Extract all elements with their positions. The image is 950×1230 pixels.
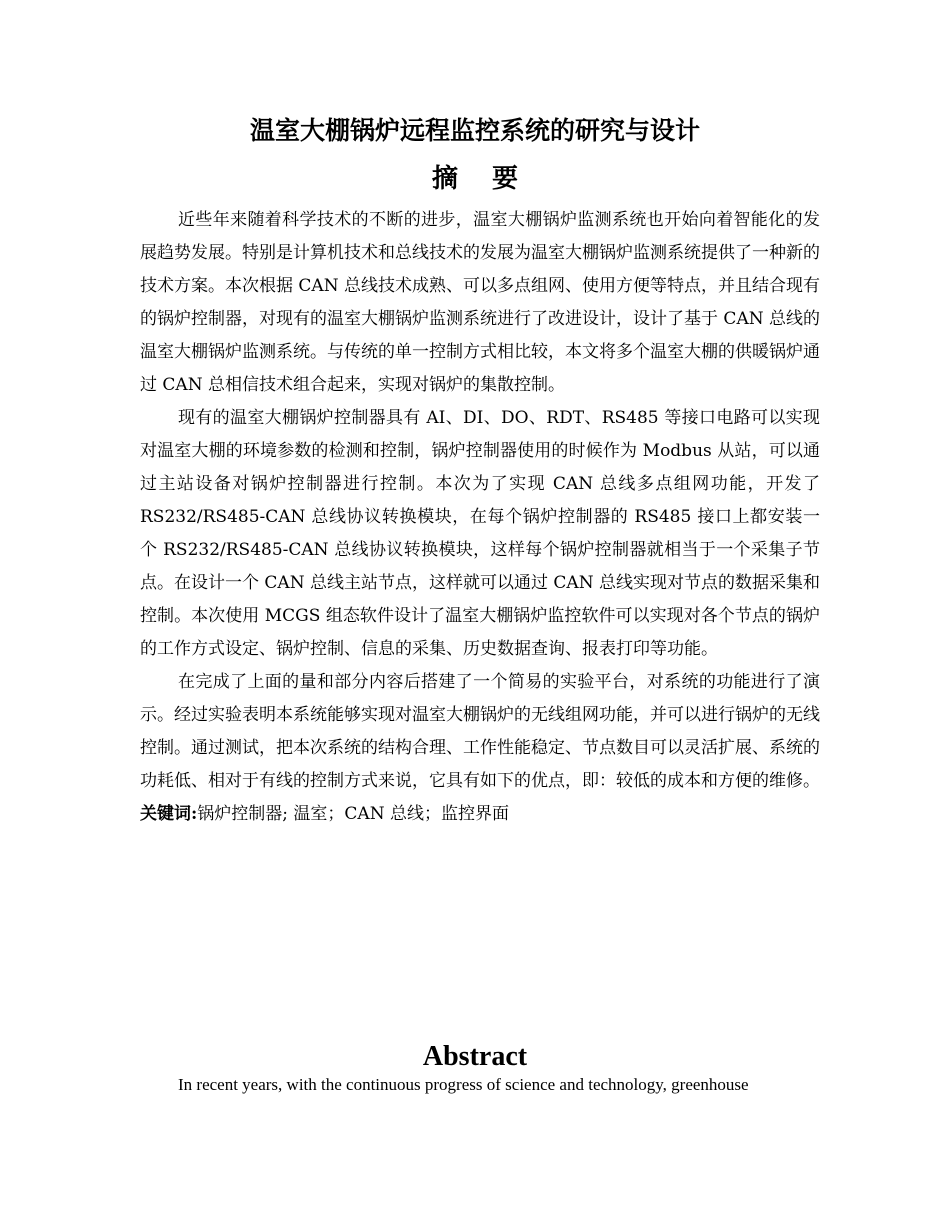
abstract-heading-en: Abstract: [422, 1041, 528, 1072]
keywords-value: 锅炉控制器; 温室；CAN 总线；监控界面: [197, 804, 509, 824]
abstract-first-line: In recent years, with the continuous progress of science and technology, greenhouse: [178, 1075, 749, 1094]
paper-title: 温室大棚锅炉远程监控系统的研究与设计: [249, 116, 700, 145]
abstract-heading-cn: 摘要: [431, 164, 552, 194]
keywords-line: [140, 798, 820, 831]
paragraph-1: 近些年来随着科学技术的不断的进步，温室大棚锅炉监测系统也开始向着智能化的发展趋势发展。特别是计算机技术和总线技术的发展为温室大棚锅炉监测系统提供了一种新的技术方案。本次根据 CAN 总线技术成熟、可以多点组网、使用方便等特点，并且结合现有的锅炉控制器，对现有的温室大棚锅炉监测系统进行了改进设计，设计了基于 CAN 总线的温室大棚锅炉监测系统。与传统的单一控制方式相比较，本文将多个温室大棚的供暖锅炉通过 CAN 总相信技术组合起来，实现对锅炉的集散控制。: [140, 210, 820, 395]
keywords-label: 关键词:: [140, 804, 198, 824]
abstract-body-cn: [140, 204, 820, 831]
paragraph-2: 现有的温室大棚锅炉控制器具有 AI、DI、DO、RDT、RS485 等接口电路可以实现对温室大棚的环境参数的检测和控制，锅炉控制器使用的时候作为 Modbus 从站，可以通过主站设备对锅炉控制器进行控制。本次为了实现 CAN 总线多点组网功能，开发了 RS232/RS485-CAN 总线协议转换模块，在每个锅炉控制器的 RS485 接口上都安装一个 RS232/RS485-CAN 总线协议转换模块，这样每个锅炉控制器就相当于一个采集子节点。在设计一个 CAN 总线主站节点，这样就可以通过 CAN 总线实现对节点的数据采集和控制。本次使用 MCGS 组态软件设计了温室大棚锅炉监控软件可以实现对各个节点的锅炉的工作方式设定、锅炉控制、信息的采集、历史数据查询、报表打印等功能。: [140, 408, 820, 659]
paragraph-3: 在完成了上面的量和部分内容后搭建了一个简易的实验平台，对系统的功能进行了演示。经过实验表明本系统能够实现对温室大棚锅炉的无线组网功能，并可以进行锅炉的无线控制。通过测试，把本次系统的结构合理、工作性能稳定、节点数目可以灵活扩展、系统的功耗低、相对于有线的控制方式来说，它具有如下的优点，即：较低的成本和方便的维修。: [140, 672, 820, 791]
